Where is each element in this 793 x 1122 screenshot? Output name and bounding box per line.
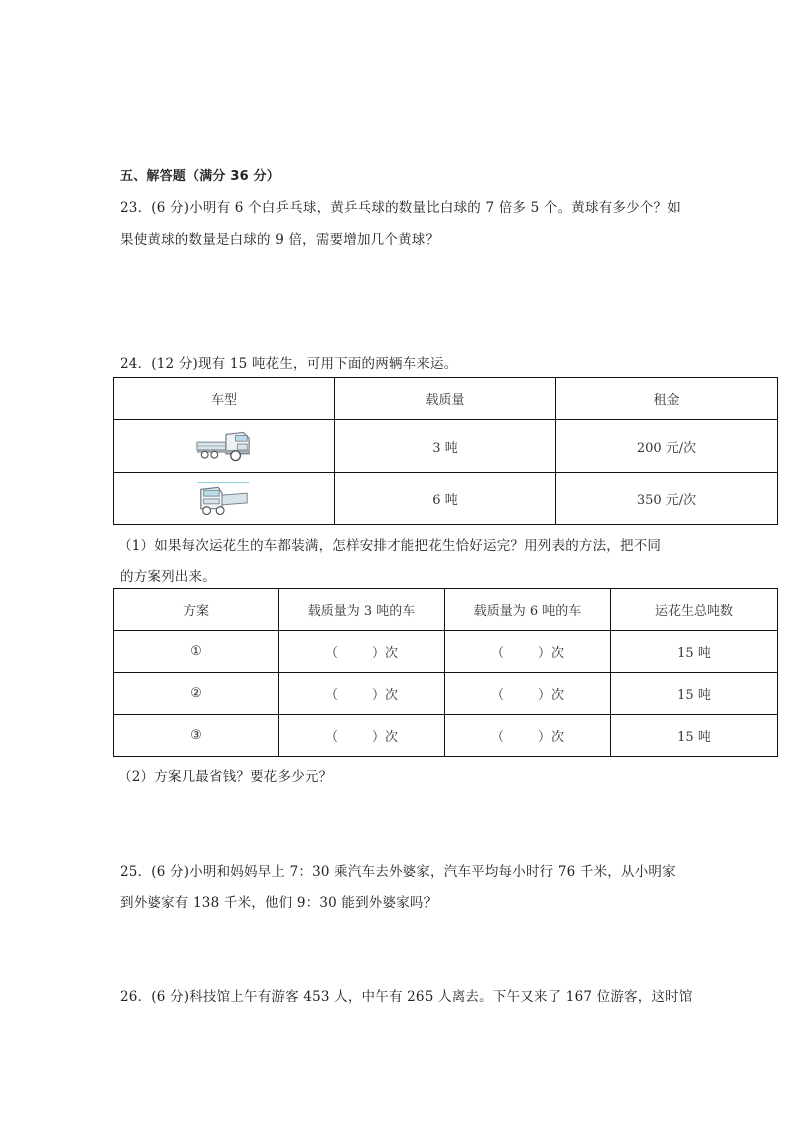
plan-number: ① — [114, 631, 279, 673]
table-row — [114, 673, 778, 715]
q24-part1-line2: 的方案列出来。 — [120, 569, 216, 585]
header-6t-truck: 载质量为 6 吨的车 — [445, 589, 611, 631]
q23-text-line2: 果使黄球的数量是白球的 9 倍，需要增加几个黄球？ — [120, 232, 440, 248]
q25-text-line2: 到外婆家有 138 千米，他们 9：30 能到外婆家吗？ — [120, 895, 438, 911]
table-row — [114, 715, 778, 757]
q26-text-line1: 26．(6 分)科技馆上午有游客 453 人，中午有 265 人离去。下午又来了 167 位游客，这时馆 — [120, 989, 693, 1005]
table-row — [114, 631, 778, 673]
header-vehicle-type: 车型 — [114, 378, 335, 420]
blank-3t-trips[interactable]: （ ）次 — [279, 631, 445, 673]
section-heading: 五、解答题（满分 36 分） — [120, 169, 280, 184]
blank-6t-trips[interactable]: （ ）次 — [445, 715, 611, 757]
total-tons: 15 吨 — [611, 631, 778, 673]
total-tons: 15 吨 — [611, 715, 778, 757]
header-total-tons: 运花生总吨数 — [611, 589, 778, 631]
plan-number: ② — [114, 673, 279, 715]
blank-6t-trips[interactable]: （ ）次 — [445, 673, 611, 715]
header-capacity: 载质量 — [335, 378, 556, 420]
blank-6t-trips[interactable]: （ ）次 — [445, 631, 611, 673]
plan-table — [113, 588, 778, 757]
q24-intro: 24．(12 分)现有 15 吨花生，可用下面的两辆车来运。 — [120, 356, 458, 372]
small-truck-icon — [195, 428, 253, 464]
blank-3t-trips[interactable]: （ ）次 — [279, 715, 445, 757]
truck-table — [113, 377, 778, 525]
header-3t-truck: 载质量为 3 吨的车 — [279, 589, 445, 631]
table-row — [114, 473, 778, 525]
q23-text-line1: 23．(6 分)小明有 6 个白乒乓球，黄乒乓球的数量比白球的 7 倍多 5 个。黄球有多少个？如 — [120, 200, 681, 216]
large-truck-icon — [195, 481, 253, 517]
q24-part2: （2）方案几最省钱？要花多少元？ — [118, 769, 333, 785]
header-plan: 方案 — [114, 589, 279, 631]
rent-cell: 350 元/次 — [556, 473, 778, 525]
rent-cell: 200 元/次 — [556, 420, 778, 473]
blank-3t-trips[interactable]: （ ）次 — [279, 673, 445, 715]
table-row — [114, 420, 778, 473]
capacity-cell: 6 吨 — [335, 473, 556, 525]
q24-part1-line1: （1）如果每次运花生的车都装满，怎样安排才能把花生恰好运完？用列表的方法，把不同 — [118, 538, 662, 554]
header-rent: 租金 — [556, 378, 778, 420]
capacity-cell: 3 吨 — [335, 420, 556, 473]
plan-number: ③ — [114, 715, 279, 757]
q25-text-line1: 25．(6 分)小明和妈妈早上 7：30 乘汽车去外婆家，汽车平均每小时行 76 千米，从小明家 — [120, 864, 676, 880]
total-tons: 15 吨 — [611, 673, 778, 715]
